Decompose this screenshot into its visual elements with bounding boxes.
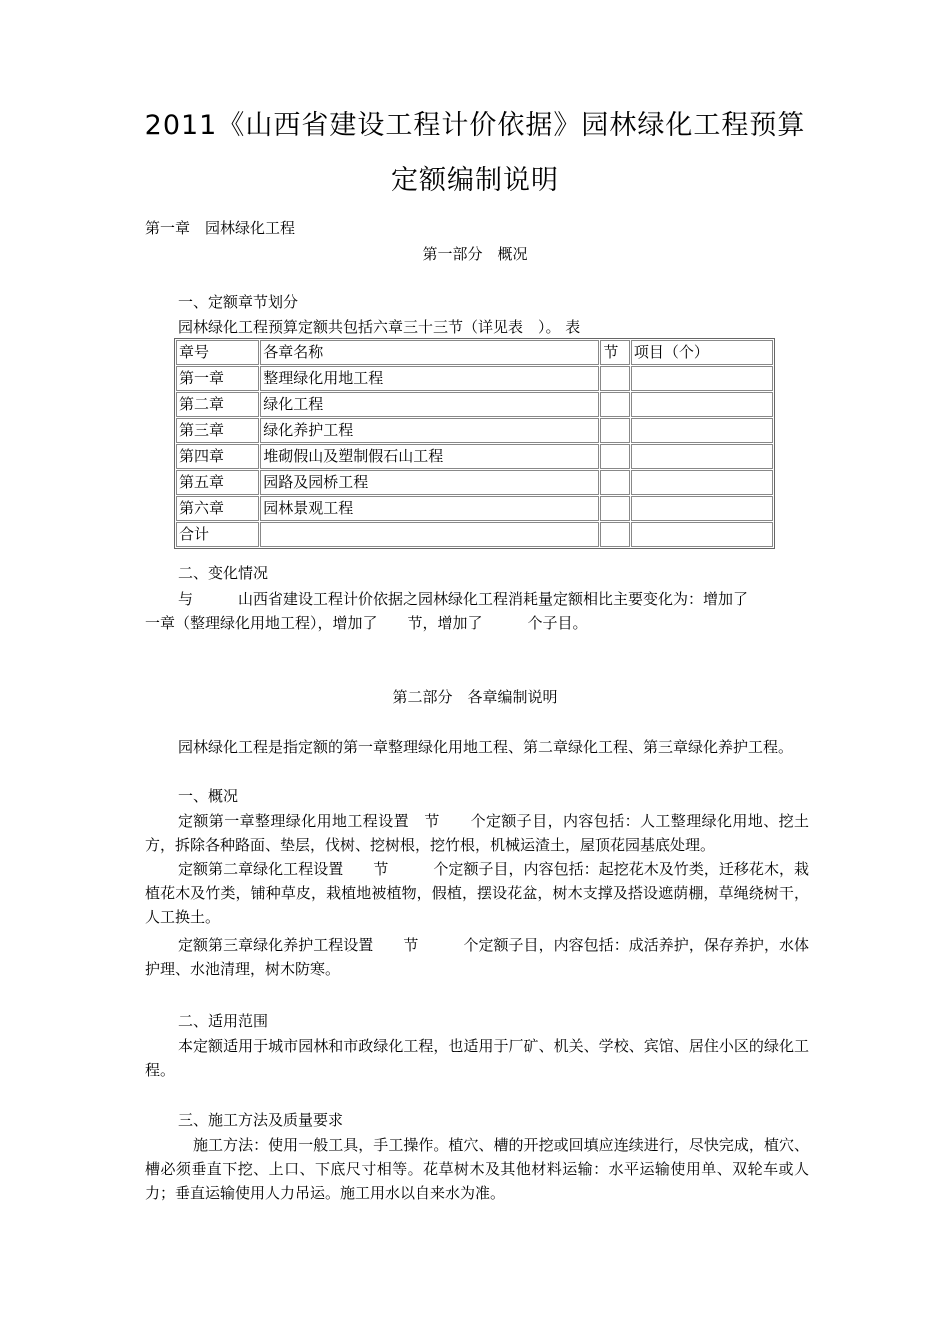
scope-heading: 二、适用范围 xyxy=(178,1012,269,1030)
section2-heading: 二、变化情况 xyxy=(178,564,269,582)
method-paragraph: 施工方法：使用一般工具，手工操作。植穴、槽的开挖或回填应连续进行，尽快完成，植穴、槽必须垂直下挖、上口、下底尺寸相等。花草树木及其他材料运输：水平运输使用单、双轮车或人力；垂直运输使用人力吊运。施工用水以自来水为准。 xyxy=(145,1136,809,1202)
table-header-cell: 项目（个） xyxy=(631,340,773,365)
document-title-line2: 定额编制说明 xyxy=(391,165,559,196)
part2-heading: 第二部分 各章编制说明 xyxy=(392,688,558,706)
table-row xyxy=(176,470,773,495)
table-cell: 园林景观工程 xyxy=(260,496,599,521)
overview-paragraph-1: 定额第一章整理绿化用地工程设置 节 个定额子目，内容包括：人工整理绿化用地、挖土方，拆除各种路面、垫层，伐树、挖树根，挖竹根，机械运渣土，屋顶花园基底处理。 xyxy=(145,812,809,854)
table-cell xyxy=(600,444,629,469)
table-cell: 第四章 xyxy=(176,444,259,469)
part2-intro: 园林绿化工程是指定额的第一章整理绿化用地工程、第二章绿化工程、第三章绿化养护工程。 xyxy=(178,738,794,756)
table-cell: 园路及园桥工程 xyxy=(260,470,599,495)
table-row xyxy=(176,418,773,443)
chapter-heading: 第一章 园林绿化工程 xyxy=(145,219,296,237)
section2-line2: 一章（整理绿化用地工程），增加了 节，增加了 个子目。 xyxy=(145,614,588,632)
table-cell xyxy=(600,522,629,547)
table-cell xyxy=(631,392,773,417)
table-cell: 第一章 xyxy=(176,366,259,391)
table-cell xyxy=(631,418,773,443)
overview-heading: 一、概况 xyxy=(178,787,239,805)
table-cell: 第二章 xyxy=(176,392,259,417)
table-row xyxy=(176,444,773,469)
section2-line1: 与 山西省建设工程计价依据之园林绿化工程消耗量定额相比主要变化为：增加了 xyxy=(178,590,749,608)
scope-paragraph: 本定额适用于城市园林和市政绿化工程，也适用于厂矿、机关、学校、宾馆、居住小区的绿化工程。 xyxy=(145,1037,809,1079)
part1-heading: 第一部分 概况 xyxy=(422,245,528,263)
overview-paragraph-2: 定额第二章绿化工程设置 节 个定额子目，内容包括：起挖花木及竹类，迁移花木，栽植花木及竹类，铺种草皮，栽植地被植物，假植，摆设花盆，树木支撑及搭设遮荫棚，草绳绕树干，人工换土。 xyxy=(145,860,809,926)
method-heading: 三、施工方法及质量要求 xyxy=(178,1111,344,1129)
table-cell: 第三章 xyxy=(176,418,259,443)
section1-heading: 一、定额章节划分 xyxy=(178,293,299,311)
table-cell xyxy=(631,470,773,495)
table-cell: 第六章 xyxy=(176,496,259,521)
table-cell xyxy=(600,496,629,521)
overview-paragraph-3: 定额第三章绿化养护工程设置 节 个定额子目，内容包括：成活养护，保存养护，水体护理、水池清理，树木防寒。 xyxy=(145,936,809,978)
table-cell: 第五章 xyxy=(176,470,259,495)
table-row xyxy=(176,496,773,521)
table-header-cell: 各章名称 xyxy=(260,340,599,365)
table-cell: 堆砌假山及塑制假石山工程 xyxy=(260,444,599,469)
table-header-row xyxy=(176,340,773,365)
table-cell xyxy=(600,366,629,391)
table-cell xyxy=(600,470,629,495)
table-cell xyxy=(631,366,773,391)
table-cell xyxy=(631,496,773,521)
table-row xyxy=(176,392,773,417)
table-cell xyxy=(631,522,773,547)
table-header-cell: 章号 xyxy=(176,340,259,365)
table-cell xyxy=(600,418,629,443)
table-cell xyxy=(600,392,629,417)
table-header-cell: 节 xyxy=(600,340,629,365)
table-cell: 绿化工程 xyxy=(260,392,599,417)
table-cell: 合计 xyxy=(176,522,259,547)
table-cell xyxy=(260,522,599,547)
table-cell: 绿化养护工程 xyxy=(260,418,599,443)
table-total-row xyxy=(176,522,773,547)
table-cell: 整理绿化用地工程 xyxy=(260,366,599,391)
table-cell xyxy=(631,444,773,469)
chapter-table xyxy=(174,338,775,549)
table-row xyxy=(176,366,773,391)
section1-text: 园林绿化工程预算定额共包括六章三十三节（详见表 ）。 表 xyxy=(178,318,581,336)
document-title-line1: 2011《山西省建设工程计价依据》园林绿化工程预算 xyxy=(144,110,806,141)
